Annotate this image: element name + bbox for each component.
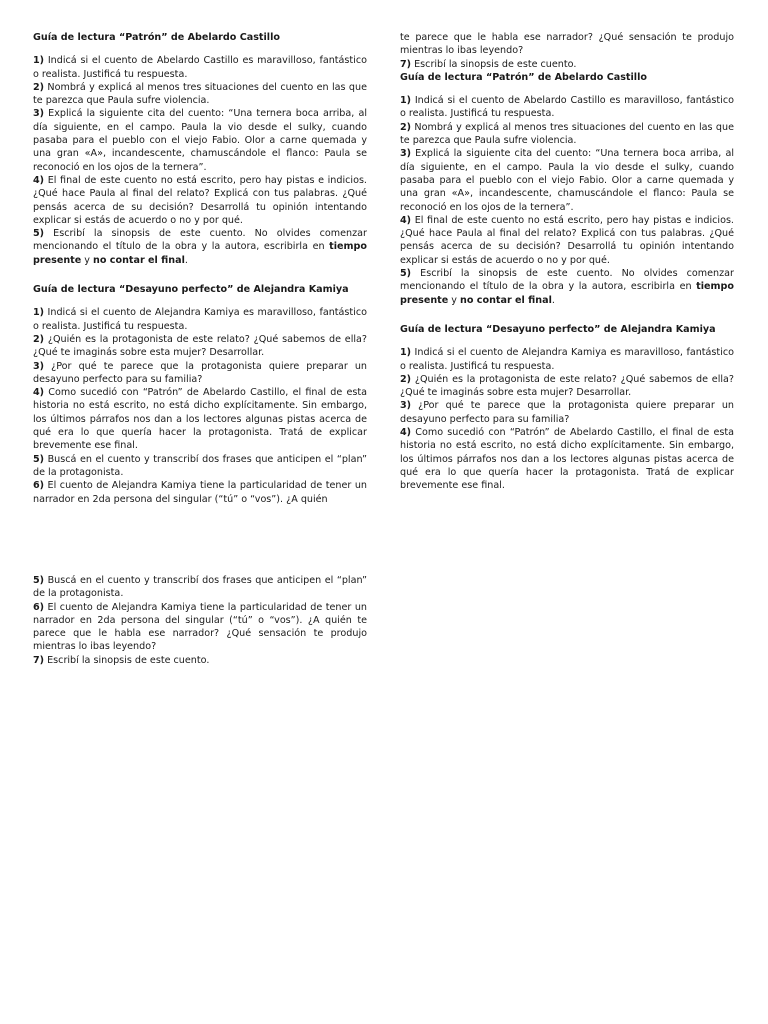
question-1: 1) Indicá si el cuento de Abelardo Castillo es maravilloso, fantástico o realista. Justificá tu respuesta. xyxy=(400,95,734,120)
question-3: 3) ¿Por qué te parece que la protagonista quiere preparar un desayuno perfecto para su familia? xyxy=(33,360,367,385)
question-4: 4) Como sucedió con “Patrón” de Abelardo Castillo, el final de esta historia no está escrito, no está dicho explícitamente. Sin embargo, los últimos párrafos nos dan a los lectores algunas pistas acerca de qué era lo que quería hacer la protagonista. Tratá de explicar brevemente ese final. xyxy=(400,427,734,492)
question-7: 7) Escribí la sinopsis de este cuento. xyxy=(33,654,210,666)
question-2: 2) ¿Quién es la protagonista de este relato? ¿Qué sabemos de ella? ¿Qué te imaginás sobre esta mujer? Desarrollar. xyxy=(33,333,367,359)
question-3: 3) Explicá la siguiente cita del cuento: “Una ternera boca arriba, al día siguiente, en el campo. Paula la vio desde el sulky, cuando pasaba para el pueblo con el viejo Fabio. Olor a carne quemada y una gran «A», incandescente, chamuscándole el flanco: Paula se reconoció en los ojos de la ternera”. xyxy=(33,108,367,173)
question-4: 4) El final de este cuento no está escrito, pero hay pistas e indicios. ¿Qué hace Paula al final del relato? Explicá con tus palabras. ¿Qué pensás acerca de su decisión? Desarrollá tu opinión intentando explicar si estás de acuerdo o no y por qué. xyxy=(33,174,367,226)
question-5: 5) Buscá en el cuento y transcribí dos frases que anticipen el “plan” de la protagonista. xyxy=(33,453,367,478)
question-7: 7) Escribí la sinopsis de este cuento. xyxy=(400,58,577,70)
right-column xyxy=(400,31,734,493)
guide-title-patron: Guía de lectura “Patrón” de Abelardo Castillo xyxy=(33,32,280,43)
question-4: 4) El final de este cuento no está escrito, pero hay pistas e indicios. ¿Qué hace Paula al final del relato? Explicá con tus palabras. ¿Qué pensás acerca de su decisión? Desarrollá tu opinión intentando explicar si estás de acuerdo o no y por qué. xyxy=(400,214,734,266)
question-4: 4) Como sucedió con “Patrón” de Abelardo Castillo, el final de esta historia no está escrito, no está dicho explícitamente. Sin embargo, los últimos párrafos nos dan a los lectores algunas pistas acerca de qué era lo que quería hacer la protagonista. Tratá de explicar brevemente ese final. xyxy=(33,387,367,452)
left-column-top xyxy=(33,31,367,506)
guide-title-desayuno: Guía de lectura “Desayuno perfecto” de Alejandra Kamiya xyxy=(400,323,716,335)
question-3: 3) Explicá la siguiente cita del cuento: “Una ternera boca arriba, al día siguiente, en el campo. Paula la vio desde el sulky, cuando pasaba para el pueblo con el viejo Fabio. Olor a carne quemada y una gran «A», incandescente, chamuscándole el flanco: Paula se reconoció en los ojos de la ternera”. xyxy=(400,148,734,213)
guide-title-desayuno: Guía de lectura “Desayuno perfecto” de Alejandra Kamiya xyxy=(33,284,349,296)
question-2: 2) Nombrá y explicá al menos tres situaciones del cuento en las que te parezca que Paula sufre violencia. xyxy=(400,121,734,147)
question-1: 1) Indicá si el cuento de Abelardo Castillo es maravilloso, fantástico o realista. Justificá tu respuesta. xyxy=(33,55,367,80)
question-2: 2) Nombrá y explicá al menos tres situaciones del cuento en las que te parezca que Paula sufre violencia. xyxy=(33,81,367,107)
question-5: 5) Escribí la sinopsis de este cuento. No olvides comenzar mencionando el título de la obra y la autora, escribirla en tiempo presente y no contar el final. xyxy=(400,268,734,306)
question-5: 5) Buscá en el cuento y transcribí dos frases que anticipen el “plan” de la protagonista. xyxy=(33,575,367,600)
question-2: 2) ¿Quién es la protagonista de este relato? ¿Qué sabemos de ella? ¿Qué te imaginás sobre esta mujer? Desarrollar. xyxy=(400,373,734,399)
question-5: 5) Escribí la sinopsis de este cuento. No olvides comenzar mencionando el título de la obra y la autora, escribirla en tiempo presente y no contar el final. xyxy=(33,228,367,266)
question-6: 6) El cuento de Alejandra Kamiya tiene la particularidad de tener un narrador en 2da persona del singular (“tú” o “vos”). ¿A quién xyxy=(33,480,367,505)
left-column-bottom xyxy=(33,574,367,667)
continuation-text: te parece que le habla ese narrador? ¿Qué sensación te produjo mientras lo ibas leyendo? xyxy=(400,32,734,57)
question-1: 1) Indicá si el cuento de Alejandra Kamiya es maravilloso, fantástico o realista. Justificá tu respuesta. xyxy=(33,307,367,332)
question-6: 6) El cuento de Alejandra Kamiya tiene la particularidad de tener un narrador en 2da persona del singular (“tú” o “vos”). ¿A quién te parece que le habla ese narrador? ¿Qué sensación te produjo mientras lo ibas leyendo? xyxy=(33,601,367,653)
question-1: 1) Indicá si el cuento de Alejandra Kamiya es maravilloso, fantástico o realista. Justificá tu respuesta. xyxy=(400,347,734,372)
guide-title-patron: Guía de lectura “Patrón” de Abelardo Castillo xyxy=(400,71,647,83)
question-3: 3) ¿Por qué te parece que la protagonista quiere preparar un desayuno perfecto para su familia? xyxy=(400,400,734,425)
